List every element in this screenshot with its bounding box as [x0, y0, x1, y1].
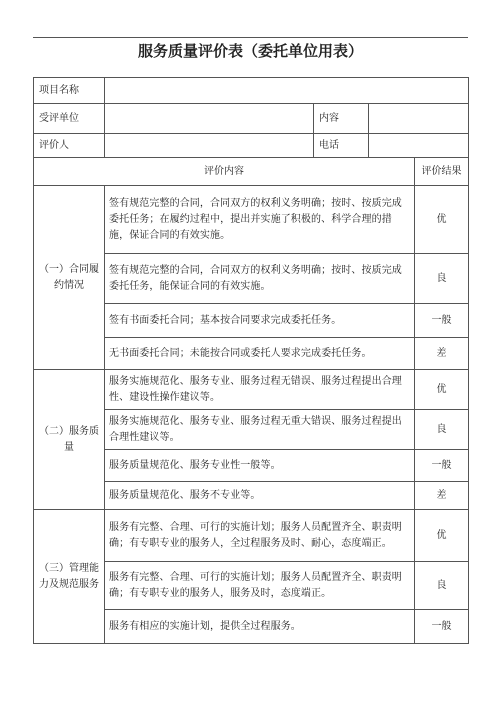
result-cell[interactable]: 一般	[415, 610, 469, 644]
result-cell[interactable]: 差	[415, 338, 469, 370]
form-title: 服务质量评价表（委托单位用表）	[137, 42, 363, 60]
result-cell[interactable]: 良	[415, 254, 469, 304]
criteria-text: 服务实施规范化、服务专业、服务过程无错误、服务过程提出合理性、建设性操作建议等。	[105, 370, 415, 410]
reviewed-unit-label: 受评单位	[34, 104, 105, 134]
phone-field[interactable]	[369, 134, 469, 158]
criteria-text: 签有规范完整的合同，合同双方的权利义务明确；按时、按质完成委托任务，能保证合同的有效实施。	[105, 254, 415, 304]
criteria-text: 服务有完整、合理、可行的实施计划；服务人员配置齐全、职责明确；有专职专业的服务人，服务及时，态度端正。	[105, 562, 415, 610]
section-category: （一）合同履约情况	[34, 186, 105, 370]
result-cell[interactable]: 优	[415, 370, 469, 410]
project-name-label: 项目名称	[34, 78, 105, 104]
result-cell[interactable]: 一般	[415, 304, 469, 338]
project-name-row	[34, 78, 469, 104]
result-cell[interactable]: 良	[415, 410, 469, 450]
column-header-row	[34, 158, 469, 186]
phone-label: 电话	[314, 134, 369, 158]
evaluator-label: 评价人	[34, 134, 105, 158]
reviewed-unit-row	[34, 104, 469, 134]
section-category: （三）管理能力及规范服务	[34, 510, 105, 644]
evaluator-row	[34, 134, 469, 158]
table-row	[34, 370, 469, 410]
criteria-text: 服务质量规范化、服务专业性一般等。	[105, 450, 415, 482]
project-name-field[interactable]	[105, 78, 469, 104]
reviewed-unit-field[interactable]	[105, 104, 314, 134]
criteria-text: 服务有相应的实施计划，提供全过程服务。	[105, 610, 415, 644]
result-cell[interactable]: 优	[415, 510, 469, 562]
result-cell[interactable]: 优	[415, 186, 469, 254]
result-cell[interactable]: 差	[415, 482, 469, 510]
result-cell[interactable]: 良	[415, 562, 469, 610]
result-column-header: 评价结果	[415, 158, 469, 186]
result-cell[interactable]: 一般	[415, 450, 469, 482]
table-row	[34, 186, 469, 254]
content-label: 内容	[314, 104, 369, 134]
criteria-text: 签有书面委托合同；基本按合同要求完成委托任务。	[105, 304, 415, 338]
section-category: （二）服务质量	[34, 370, 105, 510]
criteria-text: 服务实施规范化、服务专业、服务过程无重大错误、服务过程提出合理性建议等。	[105, 410, 415, 450]
criteria-text: 服务质量规范化、服务不专业等。	[105, 482, 415, 510]
content-field[interactable]	[369, 104, 469, 134]
criteria-text: 签有规范完整的合同，合同双方的权利义务明确；按时、按质完成委托任务；在履约过程中，提出并实施了积极的、科学合理的措施，保证合同的有效实施。	[105, 186, 415, 254]
table-row	[34, 510, 469, 562]
content-column-header: 评价内容	[34, 158, 415, 186]
evaluator-field[interactable]	[105, 134, 314, 158]
criteria-text: 服务有完整、合理、可行的实施计划；服务人员配置齐全、职责明确；有专职专业的服务人，全过程服务及时、耐心，态度端正。	[105, 510, 415, 562]
criteria-text: 无书面委托合同；未能按合同或委托人要求完成委托任务。	[105, 338, 415, 370]
evaluation-form-table	[33, 77, 469, 644]
